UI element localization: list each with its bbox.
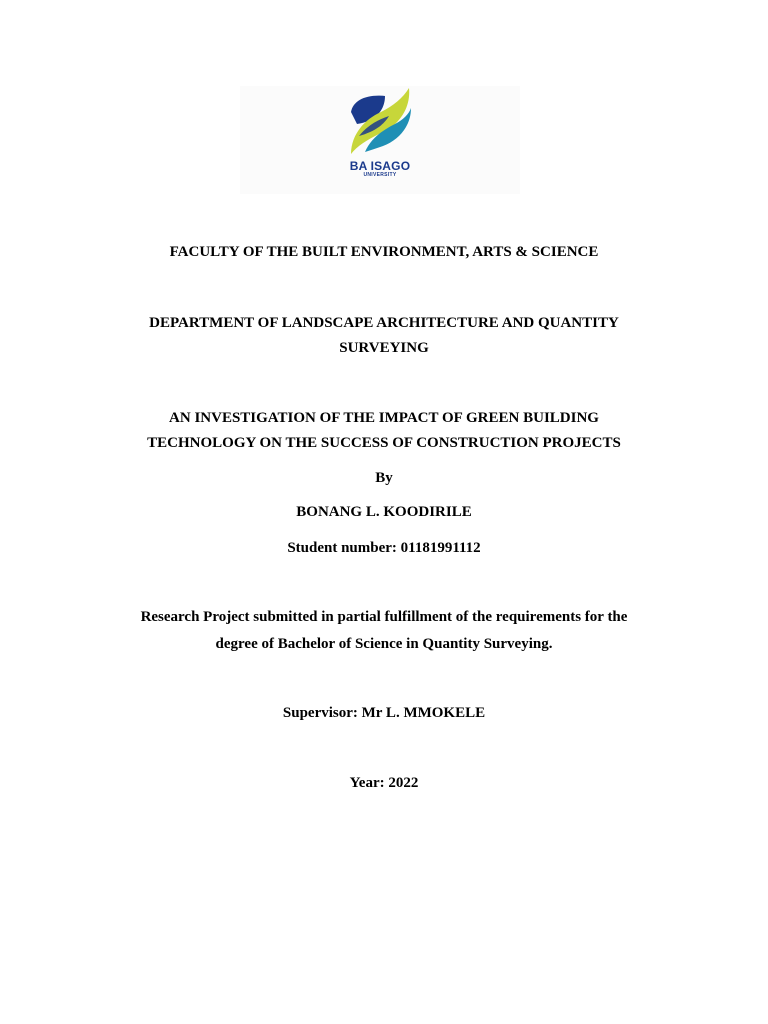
supervisor: Supervisor: Mr L. MMOKELE xyxy=(282,705,486,721)
submission-statement-line1: Research Project submitted in partial fulfillment of the requirements for the xyxy=(140,609,628,625)
department-heading-line2: SURVEYING xyxy=(339,340,429,356)
leaf-logo-icon xyxy=(345,86,415,158)
project-title-line2: TECHNOLOGY ON THE SUCCESS OF CONSTRUCTION PROJECTS xyxy=(147,435,621,451)
submission-statement-line2: degree of Bachelor of Science in Quantity Surveying. xyxy=(215,636,553,652)
student-number: Student number: 01181991112 xyxy=(287,540,481,556)
department-heading-line1: DEPARTMENT OF LANDSCAPE ARCHITECTURE AND QUANTITY xyxy=(149,315,619,331)
author-name: BONANG L. KOODIRILE xyxy=(296,504,472,520)
project-title-line1: AN INVESTIGATION OF THE IMPACT OF GREEN BUILDING xyxy=(169,410,599,426)
logo-name: BA ISAGO xyxy=(349,159,411,173)
year: Year: 2022 xyxy=(349,775,419,791)
faculty-heading: FACULTY OF THE BUILT ENVIRONMENT, ARTS & SCIENCE xyxy=(169,244,599,260)
by-label: By xyxy=(375,470,393,486)
university-logo xyxy=(330,86,430,190)
logo-subtitle: UNIVERSITY xyxy=(363,172,397,178)
